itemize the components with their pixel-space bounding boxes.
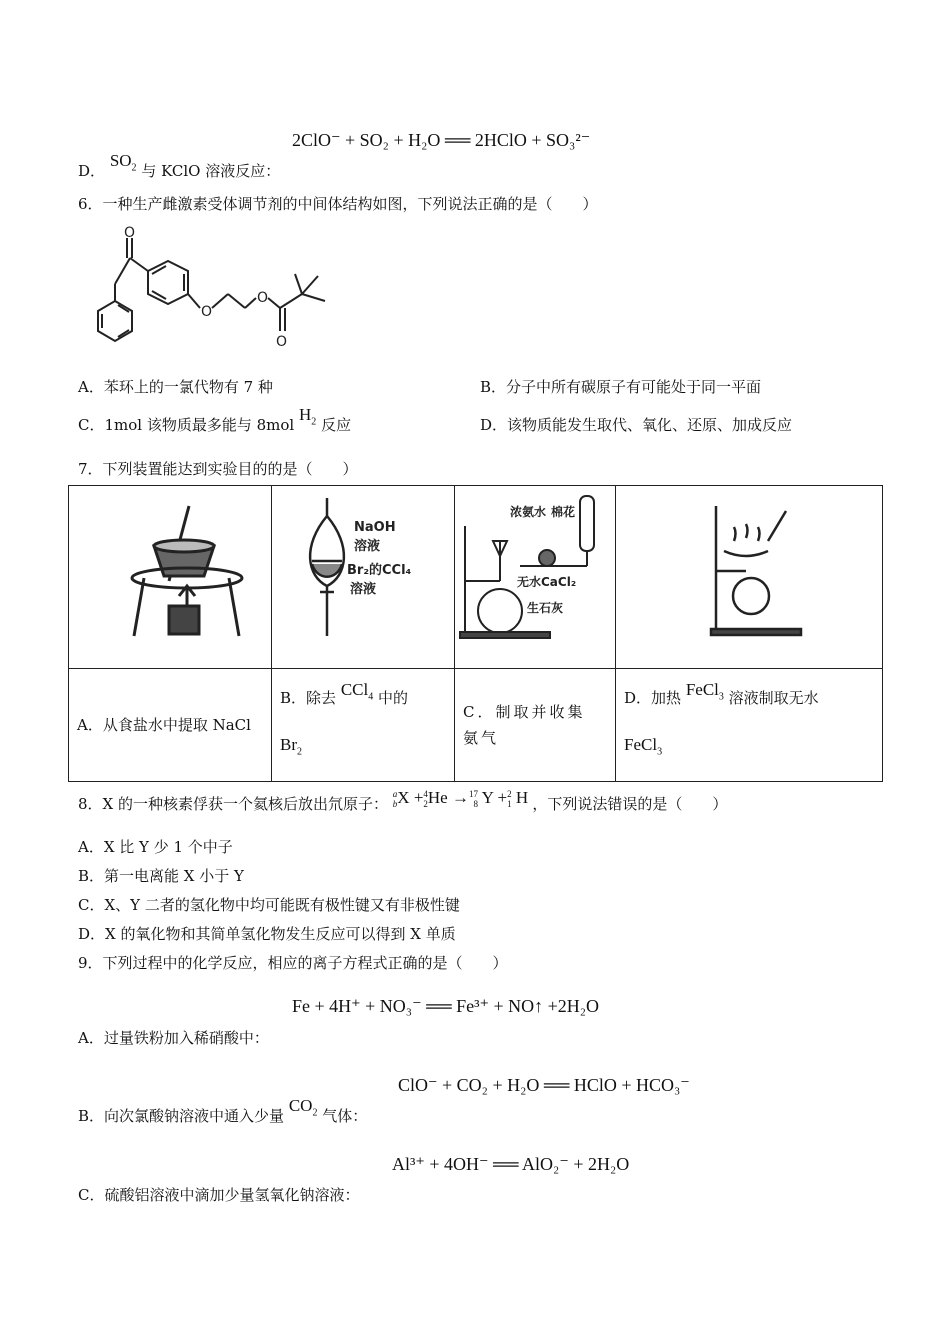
q6-option-c: C．1mol 该物质最多能与 8mol $H_2$ 反应 xyxy=(78,405,352,434)
q7-c-label-cacl2: 无水CaCl₂ xyxy=(517,575,577,589)
q7-c-label-cotton: 棉花 xyxy=(551,505,576,519)
q8-option-a: A．X 比 Y 少 1 个中子 xyxy=(78,838,233,856)
q7-image-c xyxy=(455,486,616,669)
svg-text:O: O xyxy=(201,304,213,320)
svg-text:O: O xyxy=(276,334,288,350)
q6-stem: 6．一种生产雌激素受体调节剂的中间体结构如图，下列说法正确的是（ ） xyxy=(78,195,598,213)
q7-image-b xyxy=(272,486,455,669)
q7-option-b: B．除去 CCl$_4$ 中的 $Br_2$ xyxy=(272,669,455,782)
q9a-equation: Fe + 4H⁺ + NO₃⁻ ══ Fe³⁺ + NO↑ +2H₂O xyxy=(292,996,600,1016)
q7-image-d xyxy=(616,486,883,669)
q5d-equation: 2ClO⁻ + SO₂ + H₂O ══ 2HClO + SO₃²⁻ xyxy=(292,130,591,150)
q7-apparatus-table xyxy=(68,485,883,782)
q7-option-a: A．从食盐水中提取 NaCl xyxy=(69,669,272,782)
q8-option-c: C．X、Y 二者的氢化物中均可能既有极性键又有非极性键 xyxy=(78,896,460,914)
q7-c-label-lime: 生石灰 xyxy=(527,601,564,615)
svg-text:O: O xyxy=(257,290,269,306)
q9-option-c: C．硫酸铝溶液中滴加少量氢氧化钠溶液： xyxy=(78,1186,360,1204)
ammonia-apparatus-icon xyxy=(455,486,615,664)
q6-molecule-structure xyxy=(80,226,340,354)
separatory-funnel-icon xyxy=(272,486,454,664)
q5d-option xyxy=(78,151,281,183)
q5d-so2: $SO_2$ xyxy=(109,151,137,174)
q7-c-label-ammonia: 浓氨水 xyxy=(510,505,547,519)
q7-b-label-br2: Br₂的CCl₄ xyxy=(347,563,412,578)
q7-option-c: C．制取并收集氨气 xyxy=(455,669,616,782)
q7-option-d: D．加热 FeCl$_3$ 溶液制取无水 FeCl$_3$ xyxy=(616,669,883,782)
q7-b-label-solution1: 溶液 xyxy=(354,539,381,554)
evaporating-dish-icon xyxy=(69,486,271,664)
heating-apparatus-icon xyxy=(616,486,882,664)
q8-option-b: B．第一电离能 X 小于 Y xyxy=(78,867,244,885)
q6-option-d: D．该物质能发生取代、氧化、还原、加成反应 xyxy=(480,416,793,434)
q9-option-b: B．向次氯酸钠溶液中通入少量 $CO_2$ 气体： xyxy=(78,1096,368,1125)
q9-option-a: A．过量铁粉加入稀硝酸中： xyxy=(78,1029,269,1047)
q8-stem: 8．X 的一种核素俘获一个氦核后放出氘原子： a bX +4 2He →17 8 Y +2 1 H ，下列说法错误的是（ ） xyxy=(78,788,728,813)
q6-option-b: B．分子中所有碳原子有可能处于同一平面 xyxy=(480,378,762,396)
q5d-label: D． xyxy=(78,162,106,180)
q7-b-label-solution2: 溶液 xyxy=(350,582,377,597)
q9-stem: 9．下列过程中的化学反应，相应的离子方程式正确的是（ ） xyxy=(78,954,508,972)
q6-option-a: A．苯环上的一氯代物有 7 种 xyxy=(78,378,273,396)
q5d-text: 与 KClO 溶液反应： xyxy=(141,162,281,180)
q6-c-h2: $H_2$ xyxy=(299,405,317,428)
svg-text:O: O xyxy=(124,226,136,241)
q9b-equation: ClO⁻ + CO₂ + H₂O ══ HClO + HCO₃⁻ xyxy=(398,1075,690,1095)
q8-nuclear-equation: a bX +4 2He →17 8 Y +2 1 H xyxy=(392,788,529,810)
q8-option-d: D．X 的氧化物和其简单氢化物发生反应可以得到 X 单质 xyxy=(78,925,456,943)
q7-image-a xyxy=(69,486,272,669)
q9c-equation: Al³⁺ + 4OH⁻ ══ AlO₂⁻ + 2H₂O xyxy=(392,1154,630,1174)
q7-stem: 7．下列装置能达到实验目的的是（ ） xyxy=(78,460,358,478)
q7-b-label-naoh: NaOH xyxy=(354,520,396,535)
